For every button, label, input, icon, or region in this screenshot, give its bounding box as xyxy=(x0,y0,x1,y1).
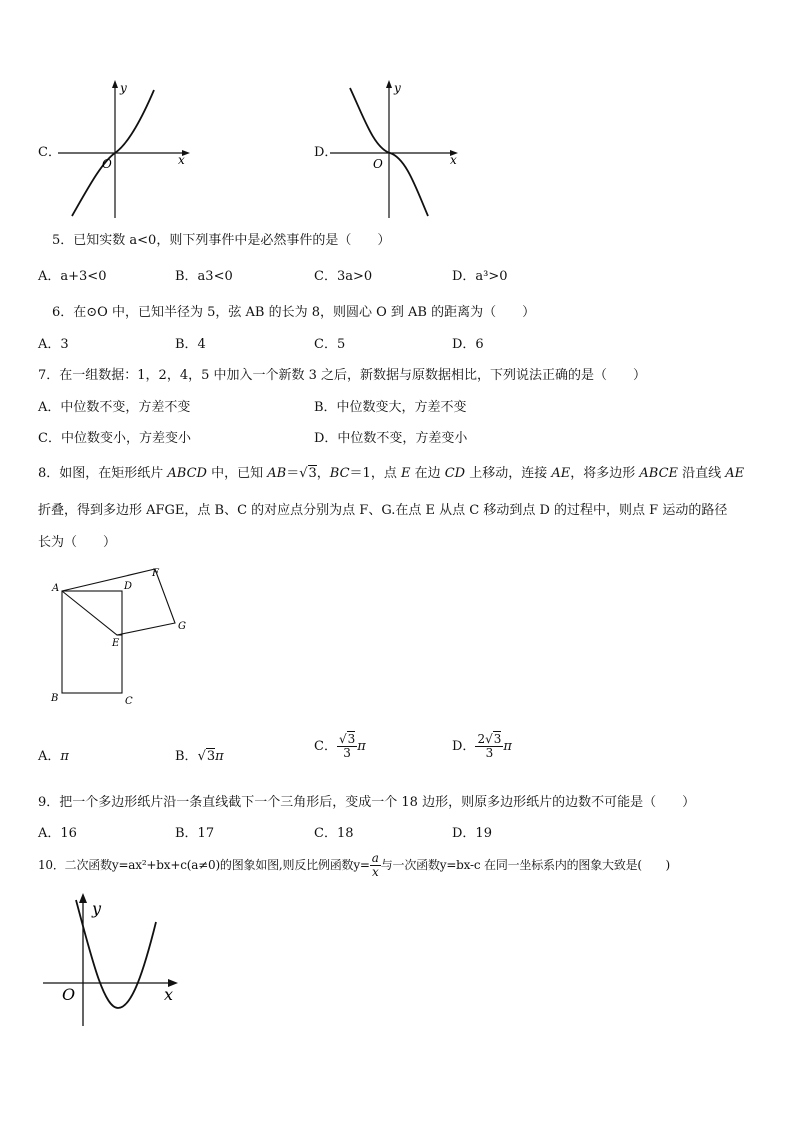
q6-option-b: B．4 xyxy=(175,337,206,352)
q9-option-d: D．19 xyxy=(452,826,492,841)
q6-option-c: C．5 xyxy=(314,337,346,352)
option-c-graph xyxy=(58,78,198,220)
y-axis-arrow xyxy=(112,80,118,88)
q9-option-b: B．17 xyxy=(175,826,215,841)
q9-stem: 9．把一个多边形纸片沿一条直线截下一个三角形后，变成一个 18 边形，则原多边形纸片的边数不可能是（ ） xyxy=(38,795,696,810)
q9-option-c: C．18 xyxy=(314,826,354,841)
option-d-graph xyxy=(330,78,470,220)
x-label: x xyxy=(164,985,174,1004)
q10-parabola-graph xyxy=(40,890,190,1030)
q5-option-b: B．a3<0 xyxy=(175,269,233,284)
q5-option-a: A．a+3<0 xyxy=(38,269,107,284)
q8-option-b: B．√3π xyxy=(175,749,224,764)
y-label: y xyxy=(92,899,102,918)
origin-label: O xyxy=(62,985,76,1004)
q7-option-b: B．中位数变大，方差不变 xyxy=(314,400,467,415)
q8-option-d: D． $\frac{2√3}{3}$ π xyxy=(452,732,512,761)
origin-label: O xyxy=(102,157,112,171)
q8-stem-line1: 8．如图，在矩形纸片 ABCD 中，已知 AB＝√3，BC＝1，点 E 在边 CD 上移动，连接 AE，将多边形 ABCE 沿直线 AE xyxy=(38,466,745,481)
x-label: x xyxy=(450,153,457,167)
q10-stem: 10．二次函数y=ax²+bx+c(a≠0)的图象如图,则反比例函数y= $\frac{a}{x}$ 与一次函数y=bx-c 在同一坐标系内的图象大致是( ) xyxy=(38,851,670,880)
q5-option-d: D．a³>0 xyxy=(452,269,508,284)
point-d-label: D xyxy=(124,581,133,592)
option-c-label: C． xyxy=(38,145,61,160)
q8-option-c: C． $\frac{√3}{3}$ π xyxy=(314,732,366,761)
option-d-label: D． xyxy=(314,145,338,160)
point-a-label: A xyxy=(52,583,60,594)
q9-option-a: A．16 xyxy=(38,826,77,841)
q5-option-c: C．3a>0 xyxy=(314,269,373,284)
q5-stem: 5．已知实数 a<0，则下列事件中是必然事件的是（ ） xyxy=(52,233,391,248)
q6-option-a: A．3 xyxy=(38,337,69,352)
q7-option-a: A．中位数不变，方差不变 xyxy=(38,400,191,415)
point-c-label: C xyxy=(125,696,133,707)
origin-label: O xyxy=(373,157,383,171)
q7-stem: 7．在一组数据：1，2，4，5 中加入一个新数 3 之后，新数据与原数据相比，下列说法正确的是（ ） xyxy=(38,368,647,383)
y-label: y xyxy=(120,81,127,95)
q6-option-d: D．6 xyxy=(452,337,484,352)
q7-option-d: D．中位数不变，方差变小 xyxy=(314,431,468,446)
q8-stem-line3: 长为（ ） xyxy=(38,535,117,550)
y-label: y xyxy=(394,81,401,95)
q8-figure xyxy=(45,565,205,710)
point-f-label: F xyxy=(152,568,159,579)
point-g-label: G xyxy=(178,621,186,632)
y-axis-arrow xyxy=(386,80,392,88)
q6-stem: 6．在⊙O 中，已知半径为 5，弦 AB 的长为 8，则圆心 O 到 AB 的距离为（ ） xyxy=(52,305,536,320)
point-b-label: B xyxy=(51,693,59,704)
q8-option-a: A．π xyxy=(38,749,69,764)
q7-option-c: C．中位数变小，方差变小 xyxy=(38,431,191,446)
parabola xyxy=(76,900,156,1008)
x-label: x xyxy=(178,153,185,167)
point-e-label: E xyxy=(112,638,120,649)
q8-stem-line2: 折叠，得到多边形 AFGE，点 B、C 的对应点分别为点 F、G.在点 E 从点 C 移动到点 D 的过程中，则点 F 运动的路径 xyxy=(38,503,728,518)
y-axis-arrow xyxy=(79,893,87,903)
